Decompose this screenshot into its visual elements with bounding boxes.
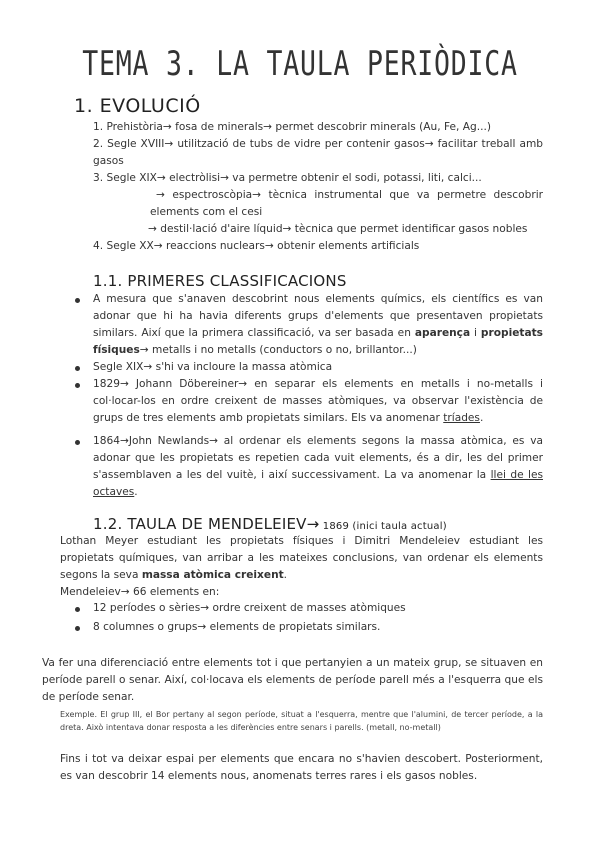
bullet-dot: [75, 298, 80, 303]
mendeleiev-example: Exemple. El grup III, el Bor pertany al segon període, situat a l'esquerra, mentre que l'alumini, de tercer període, a la dreta. Això intentava donar resposta a les diferències entre senars i parells. (metall, no-metall): [60, 710, 543, 732]
evolution-item-3: 3. Segle XIX→ electròlisi→ va permetre obtenir el sodi, potassi, liti, calci...: [93, 172, 482, 184]
mendeleiev-paragraph-4: Fins i tot va deixar espai per elements que encara no s'havien descobert. Posteriorment, es van descobrir 14 elements nous, anomenats terres rares i els gasos nobles.: [60, 753, 543, 782]
mendeleiev-list-item-1: 12 períodes o sèries→ ordre creixent de masses atòmiques: [93, 602, 406, 614]
bullet-dot: [75, 626, 80, 631]
mendeleiev-paragraph-3: Va fer una diferenciació entre elements tot i que pertanyien a un mateix grup, se situaven en període parell o senar. Així, col·locava els elements de període parell més a l'esquerra que els de període senar.: [42, 657, 543, 703]
page-title: TEMA 3. LA TAULA PERIÒDICA: [82, 44, 518, 84]
section-heading-taula-mendeleiev: 1.2. TAULA DE MENDELEIEV→ 1869 (inici taula actual): [93, 515, 447, 533]
classification-bullet-2: Segle XIX→ s'hi va incloure la massa atòmica: [93, 361, 333, 373]
evolution-item-1: 1. Prehistòria→ fosa de minerals→ permet descobrir minerals (Au, Fe, Ag...): [93, 121, 491, 133]
section-heading-primeres-classificacions: 1.1. PRIMERES CLASSIFICACIONS: [93, 272, 347, 290]
evolution-subitem-spectroscopy: → espectroscòpia→ tècnica instrumental que va permetre descobrir elements com el cesi: [150, 189, 543, 218]
evolution-item-2: 2. Segle XVIII→ utilització de tubs de vidre per contenir gasos→ facilitar treball amb gasos: [93, 138, 543, 167]
bullet-dot: [75, 607, 80, 612]
evolution-item-4: 4. Segle XX→ reaccions nuclears→ obtenir elements artificials: [93, 240, 420, 252]
llei-octaves-link: llei de les octaves: [93, 469, 543, 498]
mendeleiev-paragraph-2: Mendeleiev→ 66 elements en:: [60, 586, 220, 598]
bullet-dot: [75, 383, 80, 388]
classification-bullet-4: 1864→John Newlands→ al ordenar els elements segons la massa atòmica, es va adonar que les propietats es repetien cada vuit elements, és a dir, les del primer s'assemblaven a les del vuitè, i així successivament. La va anomenar la llei de les octaves.: [93, 435, 543, 498]
mendeleiev-paragraph-1: Lothan Meyer estudiant les propietats físiques i Dimitri Mendeleiev estudiant les propietats químiques, van arribar a les mateixes conclusions, van ordenar els elements segons la seva massa atòmica creixent.: [60, 535, 543, 581]
triades-link: tríades: [443, 412, 480, 424]
evolution-subitem-distillation: → destil·lació d'aire líquid→ tècnica que permet identificar gasos nobles: [148, 223, 528, 235]
bullet-dot: [75, 366, 80, 371]
classification-bullet-1: A mesura que s'anaven descobrint nous elements químics, els científics es van adonar que hi ha havia diferents grups d'elements que presentaven propietats similars. Així que la primera classificació, va ser basada en aparença i propietats físiques→ metalls i no metalls (conductors o no, brillantor...): [93, 293, 543, 356]
section-heading-evolucio: 1. EVOLUCIÓ: [74, 95, 201, 117]
bullet-dot: [75, 440, 80, 445]
classification-bullet-3: 1829→ Johann Döbereiner→ en separar els elements en metalls i no-metalls i col·locar-los en ordre creixent de masses atòmiques, va observar l'existència de grups de tres elements amb propietats similars. Els va anomenar tríades.: [93, 378, 543, 424]
mendeleiev-list-item-2: 8 columnes o grups→ elements de propietats similars.: [93, 621, 381, 633]
